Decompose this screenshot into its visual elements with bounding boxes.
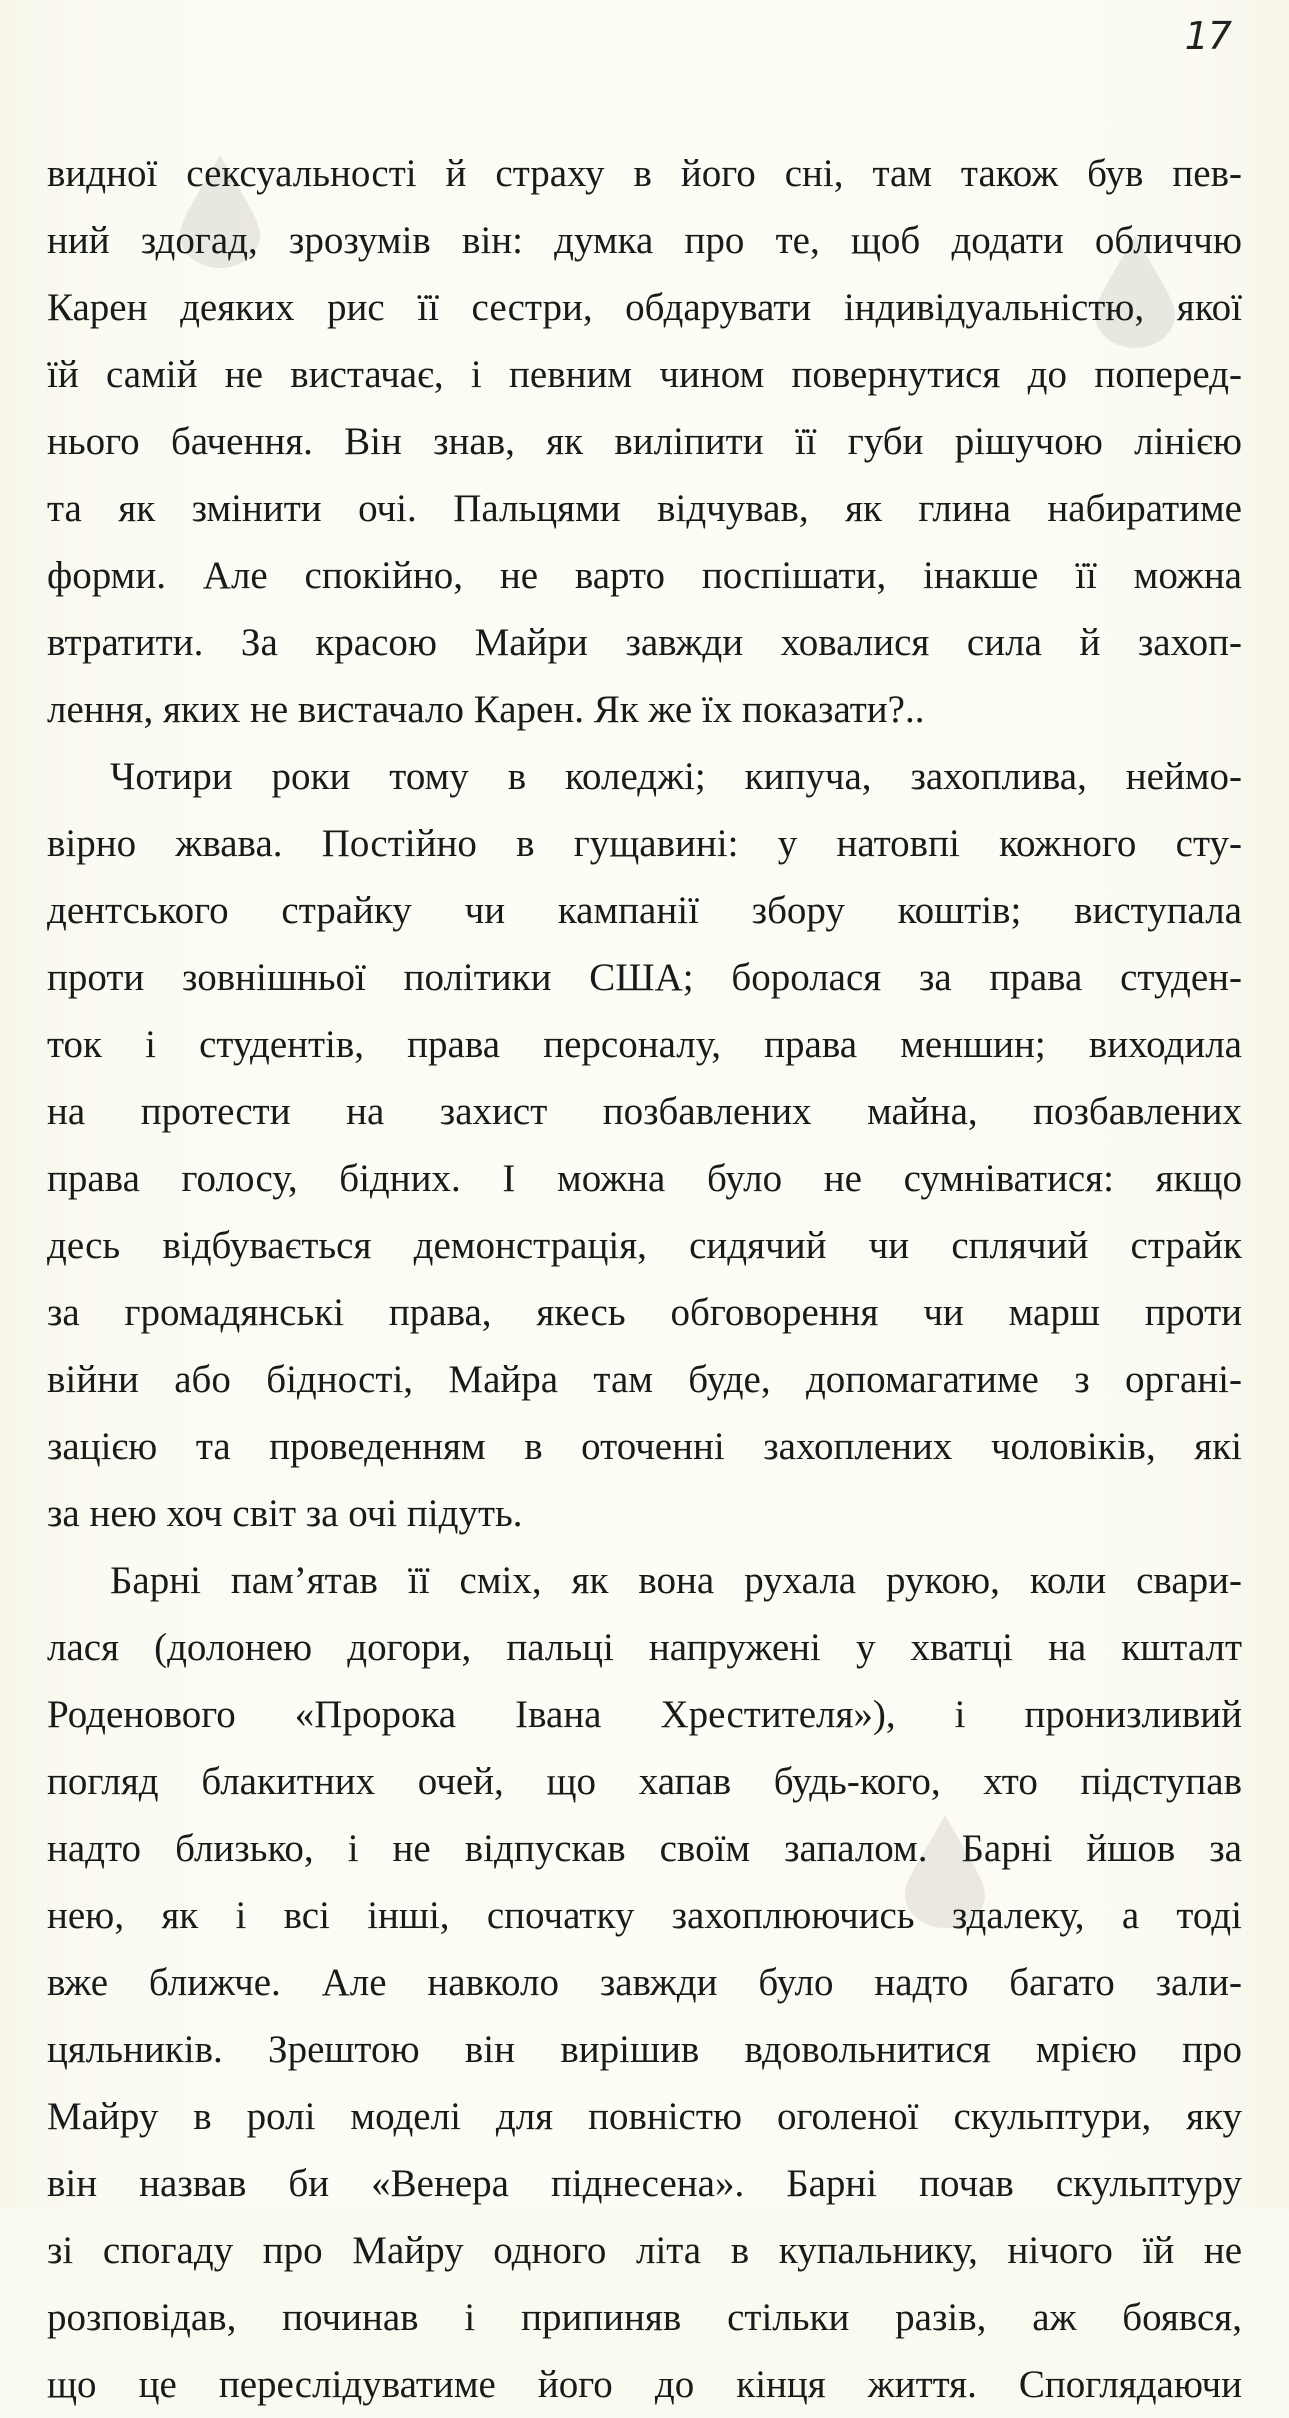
paragraph-2 — [47, 743, 1242, 1547]
text-line: нею, як і всі інші, спочатку захоплюючись здалеку, а тоді — [47, 1894, 1242, 1937]
text-line: видної сексуальності й страху в його сні, там також був пев- — [47, 152, 1242, 195]
text-line: Карен деяких рис її сестри, обдарувати індивідуальністю, якої — [47, 286, 1242, 329]
text-line: втратити. За красою Майри завжди ховалися сила й захоп- — [47, 621, 1242, 664]
body-text — [47, 140, 1242, 2418]
text-line: зі спогаду про Майру одного літа в купальнику, нічого їй не — [47, 2229, 1242, 2272]
text-line: лася (долонею догори, пальці напружені у хватці на кшталт — [47, 1626, 1242, 1669]
text-line: права голосу, бідних. І можна було не сумніватися: якщо — [47, 1157, 1242, 1200]
paragraph-1 — [47, 140, 1242, 743]
text-line: проти зовнішньої політики США; боролася за права студен- — [47, 956, 1242, 999]
text-line: що це переслідуватиме його до кінця життя. Споглядаючи — [47, 2363, 1242, 2406]
text-line: Майру в ролі моделі для повністю оголеної скульптури, яку — [47, 2095, 1242, 2138]
text-line: лення, яких не вистачало Карен. Як же їх показати?.. — [47, 688, 925, 731]
text-line: погляд блакитних очей, що хапав будь-кого, хто підступав — [47, 1760, 1242, 1803]
text-line: за нею хоч світ за очі підуть. — [47, 1492, 523, 1535]
text-line: за громадянські права, якесь обговорення чи марш проти — [47, 1291, 1242, 1334]
text-line: цяльників. Зрештою він вирішив вдовольнитися мрією про — [47, 2028, 1242, 2071]
page-number: 17 — [1184, 14, 1231, 58]
text-line: дентського страйку чи кампанії збору коштів; виступала — [47, 889, 1242, 932]
text-line: Чотири роки тому в коледжі; кипуча, захоплива, неймо- — [110, 755, 1242, 798]
text-line: їй самій не вистачає, і певним чином повернутися до поперед- — [47, 353, 1242, 396]
text-line: він назвав би «Венера піднесена». Барні почав скульптуру — [47, 2162, 1242, 2205]
paragraph-3 — [47, 1547, 1242, 2418]
text-line: розповідав, починав і припиняв стільки разів, аж боявся, — [47, 2296, 1242, 2339]
text-line: десь відбувається демонстрація, сидячий чи сплячий страйк — [47, 1224, 1242, 1267]
text-line: вірно жвава. Постійно в гущавині: у натовпі кожного сту- — [47, 822, 1242, 865]
text-line: Роденового «Пророка Івана Хрестителя»), і пронизливий — [47, 1693, 1242, 1736]
text-line: ток і студентів, права персоналу, права меншин; виходила — [47, 1023, 1242, 1066]
text-line: зацією та проведенням в оточенні захоплених чоловіків, які — [47, 1425, 1242, 1468]
text-line: форми. Але спокійно, не варто поспішати, інакше її можна — [47, 554, 1242, 597]
text-line: нього бачення. Він знав, як виліпити її губи рішучою лінією — [47, 420, 1242, 463]
text-line: на протести на захист позбавлених майна, позбавлених — [47, 1090, 1242, 1133]
text-line: ний здогад, зрозумів він: думка про те, щоб додати обличчю — [47, 219, 1242, 262]
text-line: війни або бідності, Майра там буде, допомагатиме з органі- — [47, 1358, 1242, 1401]
text-line: вже ближче. Але навколо завжди було надто багато зали- — [47, 1961, 1242, 2004]
text-line: Барні пам’ятав її сміх, як вона рухала рукою, коли свари- — [110, 1559, 1242, 1602]
text-line: надто близько, і не відпускав своїм запалом. Барні йшов за — [47, 1827, 1242, 1870]
text-line: та як змінити очі. Пальцями відчував, як глина набиратиме — [47, 487, 1242, 530]
